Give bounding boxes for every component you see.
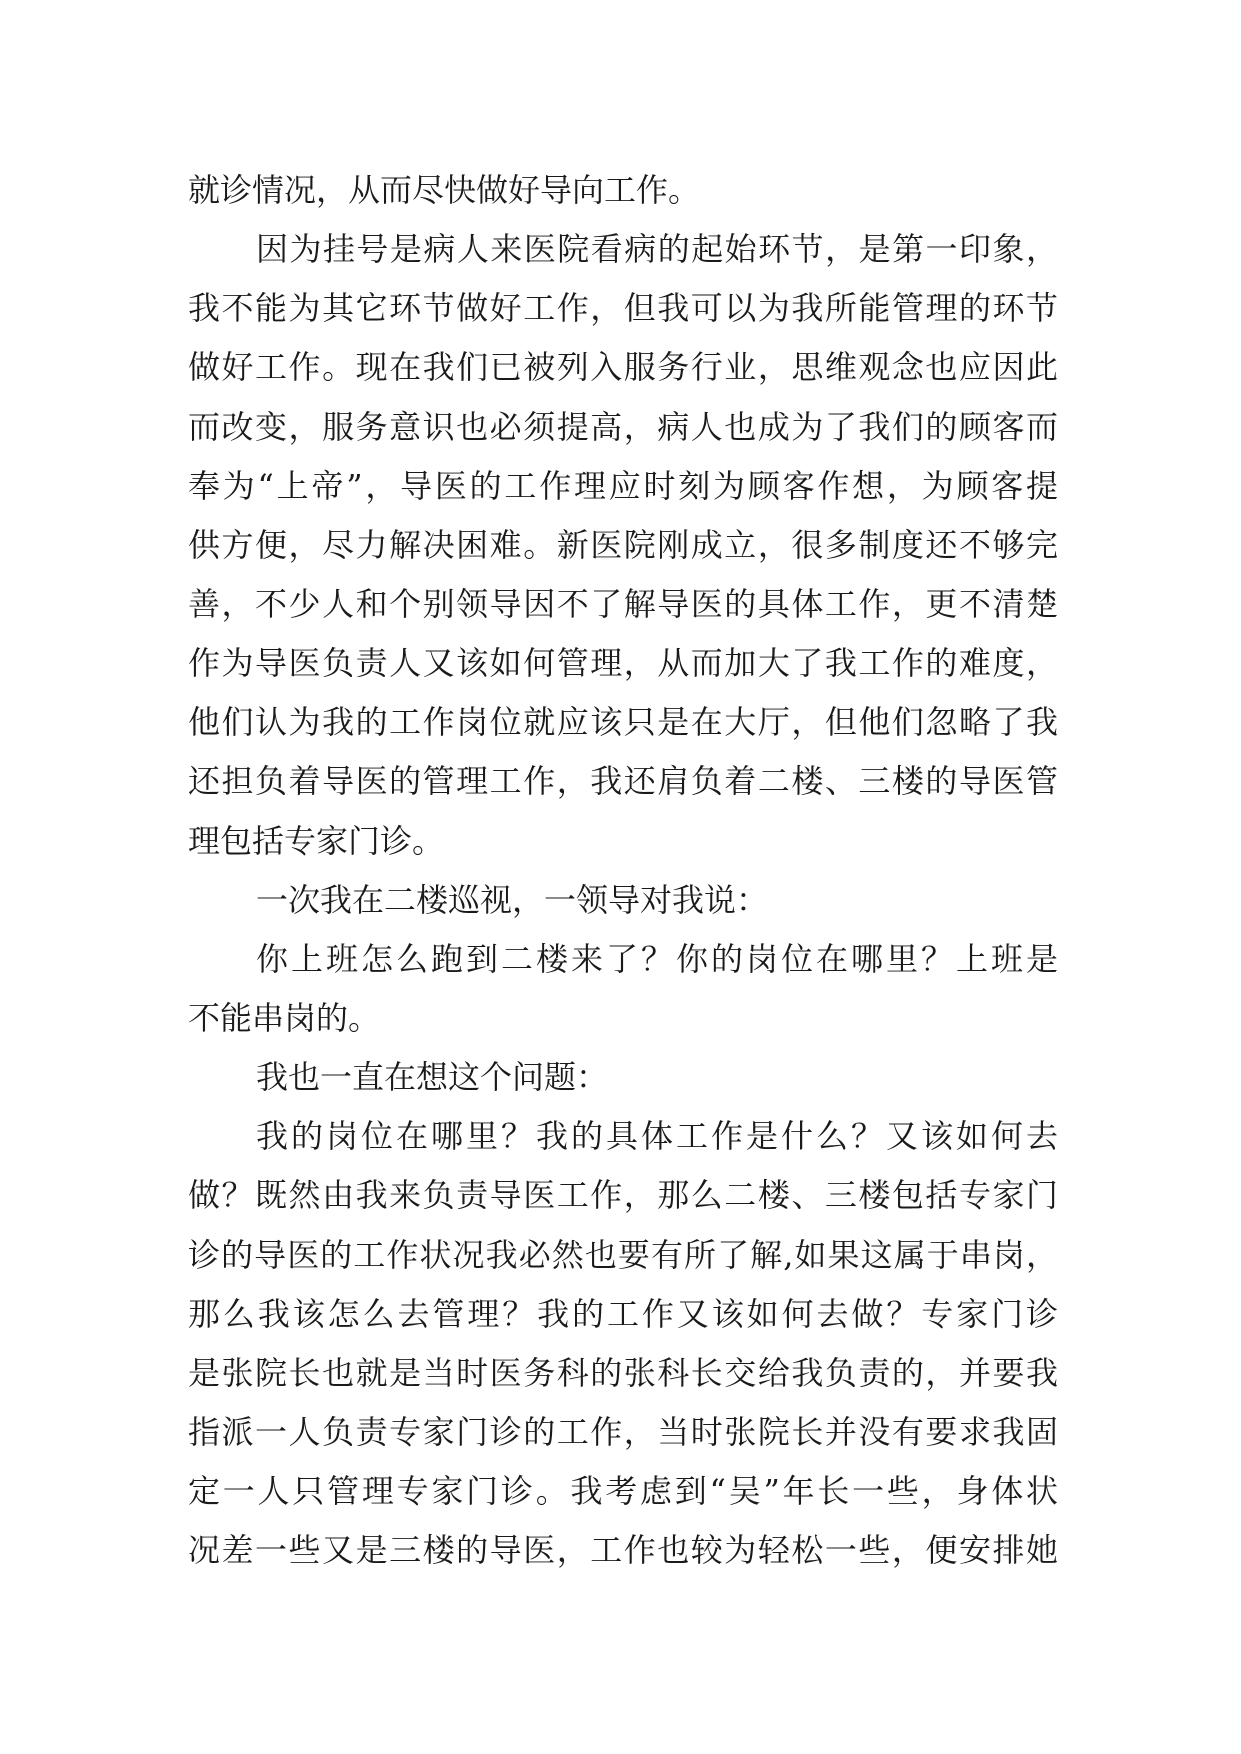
text-line: 不能串岗的。 [188,998,381,1037]
text-line: 诊的导医的工作状况我必然也要有所了解,如果这属于串岗， [188,1235,1058,1274]
text-line: 做好工作。现在我们已被列入服务行业，思维观念也应因此 [188,348,1058,387]
text-line: 而改变，服务意识也必须提高，病人也成为了我们的顾客而 [188,407,1058,446]
text-line: 作为导医负责人又该如何管理，从而加大了我工作的难度， [188,644,1058,683]
text-line: 因为挂号是病人来医院看病的起始环节，是第一印象， [256,230,1058,269]
text-line: 我的岗位在哪里？我的具体工作是什么？又该如何去 [256,1117,1058,1156]
document-body [188,161,1058,1580]
text-line: 那么我该怎么去管理？我的工作又该如何去做？专家门诊 [188,1294,1058,1333]
text-line: 我也一直在想这个问题： [256,1058,609,1097]
text-line: 他们认为我的工作岗位就应该只是在大厅，但他们忽略了我 [188,703,1058,742]
text-line: 善，不少人和个别领导因不了解导医的具体工作，更不清楚 [188,584,1058,623]
text-line: 理包括专家门诊。 [188,821,445,860]
text-line: 供方便，尽力解决困难。新医院刚成立，很多制度还不够完 [188,525,1058,564]
text-line: 我不能为其它环节做好工作，但我可以为我所能管理的环节 [188,289,1058,328]
text-line: 你上班怎么跑到二楼来了？你的岗位在哪里？上班是 [256,939,1058,978]
text-line: 定一人只管理专家门诊。我考虑到“吴”年长一些，身体状 [188,1472,1058,1511]
text-line: 指派一人负责专家门诊的工作，当时张院长并没有要求我固 [188,1412,1058,1451]
text-line: 况差一些又是三楼的导医，工作也较为轻松一些，便安排她 [188,1531,1058,1570]
text-line: 就诊情况，从而尽快做好导向工作。 [188,171,701,209]
text-line: 奉为“上帝”，导医的工作理应时刻为顾客作想，为顾客提 [188,466,1058,505]
text-line: 是张院长也就是当时医务科的张科长交给我负责的，并要我 [188,1353,1058,1392]
text-line: 一次我在二楼巡视，一领导对我说： [256,880,769,919]
text-line: 做？既然由我来负责导医工作，那么二楼、三楼包括专家门 [188,1176,1058,1215]
text-line: 还担负着导医的管理工作，我还肩负着二楼、三楼的导医管 [188,762,1058,801]
